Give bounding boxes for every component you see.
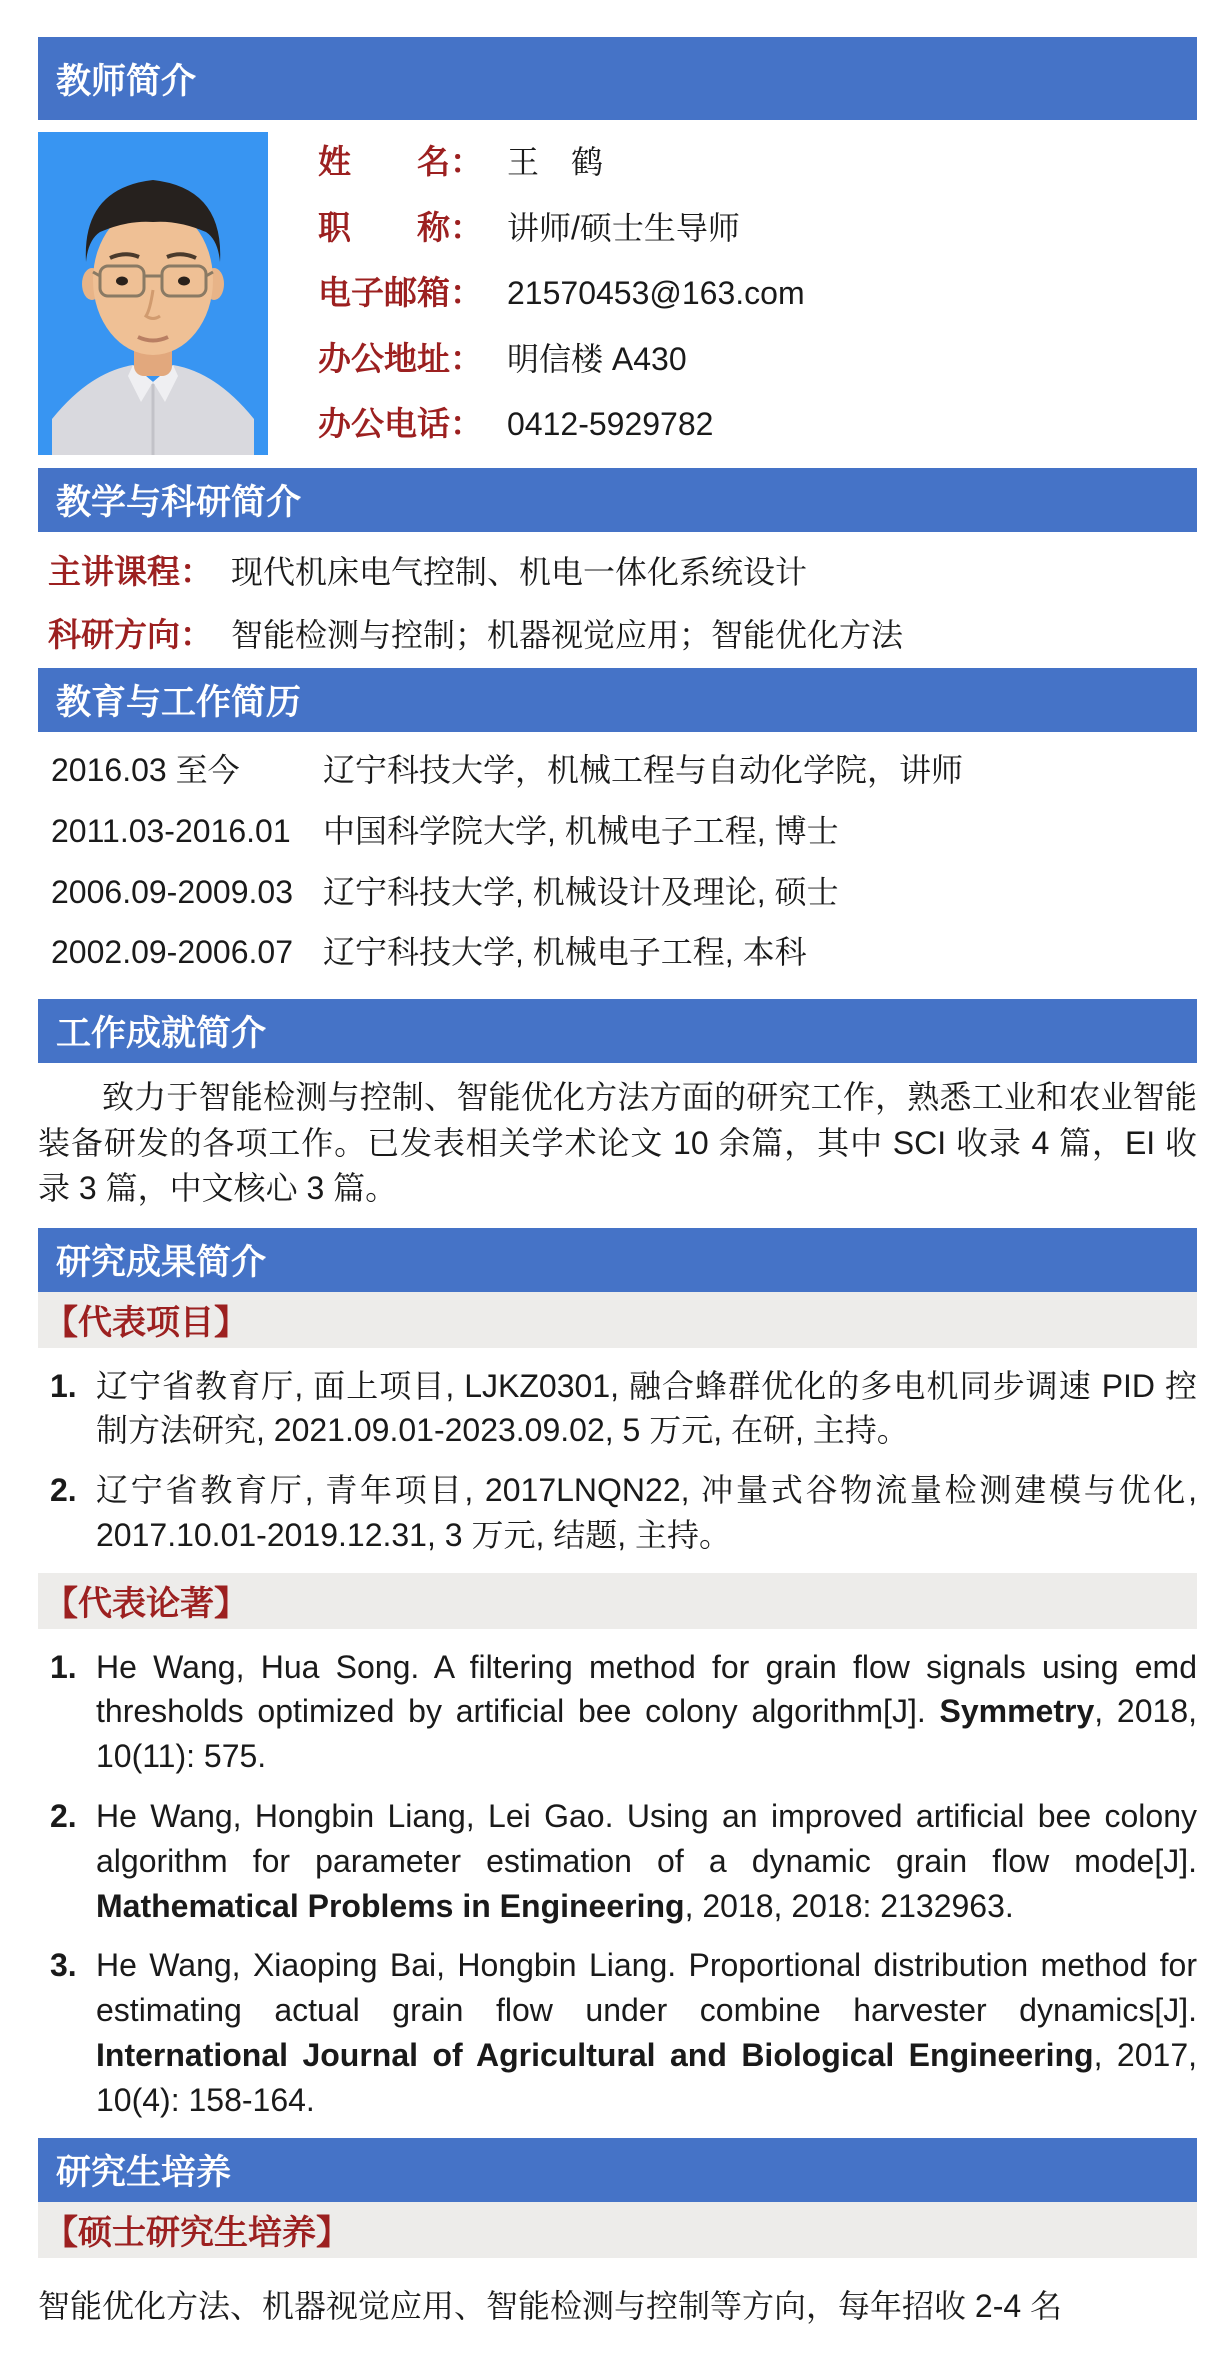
section-bar-teaching-research	[38, 468, 1197, 532]
timeline-desc: 中国科学院大学, 机械电子工程, 博士	[323, 812, 839, 849]
section-bar-achievements	[38, 999, 1197, 1063]
graduate-training-text: 智能优化方法、机器视觉应用、智能检测与控制等方向，每年招收 2-4 名	[38, 2287, 1063, 2324]
field-title-value: 讲师/硕士生导师	[507, 209, 740, 246]
section-title: 教学与科研简介	[56, 483, 302, 522]
timeline-date: 2016.03 至今	[51, 752, 240, 788]
publication-text: He Wang, Xiaoping Bai, Hongbin Liang. Proportional distribution method for estimating actual grain flow under combine harvester dynamics[J].	[96, 1947, 1197, 2029]
timeline-desc: 辽宁科技大学, 机械设计及理论, 硕士	[323, 873, 839, 910]
section-bar-research-results	[38, 1228, 1197, 1292]
timeline-row	[51, 809, 1197, 854]
band-heading: 【硕士研究生培养】	[44, 2214, 350, 2253]
research-direction-value: 智能检测与控制；机器视觉应用；智能优化方法	[231, 617, 904, 653]
section-bar-education-history	[38, 668, 1197, 732]
project-text: 辽宁省教育厅, 面上项目, LJKZ0301, 融合蜂群优化的多电机同步调速 PID 控制方法研究, 2021.09.01-2023.09.02, 5 万元, 在研, 主持。	[96, 1367, 1197, 1449]
band-heading: 【代表项目】	[44, 1304, 248, 1342]
section-title: 工作成就简介	[56, 1014, 267, 1054]
field-office	[318, 333, 805, 380]
achievements-paragraph: 致力于智能检测与控制、智能优化方法方面的研究工作，熟悉工业和农业智能装备研发的各项工作。已发表相关学术论文 10 余篇，其中 SCI 收录 4 篇，EI 收录 3 篇，中文核心 3 篇。	[38, 1079, 1197, 1207]
field-title	[318, 202, 805, 249]
section-title: 研究生培养	[56, 2152, 232, 2192]
timeline-date: 2006.09-2009.03	[51, 873, 293, 910]
timeline-desc: 辽宁科技大学，机械工程与自动化学院，讲师	[323, 752, 964, 788]
courses-label: 主讲课程：	[48, 553, 213, 590]
project-text: 辽宁省教育厅, 青年项目, 2017LNQN22, 冲量式谷物流量检测建模与优化, 2017.10.01-2019.12.31, 3 万元, 结题, 主持。	[96, 1472, 1197, 1553]
section-bar-graduate-training	[38, 2138, 1197, 2202]
publication-list	[38, 1645, 1197, 2123]
journal-name: Mathematical Problems in Engineering	[96, 1887, 685, 1924]
profile-fields	[318, 132, 805, 455]
item-number: 2.	[50, 1472, 77, 1509]
field-email	[318, 267, 805, 314]
field-name-value: 王 鹤	[507, 144, 604, 180]
section-title: 教育与工作简历	[56, 683, 302, 722]
teaching-rows	[38, 532, 1197, 668]
publication-item	[38, 1645, 1197, 1779]
timeline-row	[51, 870, 1197, 915]
timeline-date: 2002.09-2006.07	[51, 934, 293, 971]
section-bar-teacher-intro	[38, 37, 1197, 120]
item-number: 2.	[50, 1798, 77, 1835]
band-master-training	[38, 2202, 1197, 2258]
timeline-desc: 辽宁科技大学, 机械电子工程, 本科	[323, 934, 807, 971]
field-office-label: 办公地址：	[318, 339, 483, 377]
publication-item	[38, 1794, 1197, 1928]
publication-item	[38, 1943, 1197, 2122]
teacher-photo	[38, 132, 268, 455]
field-name	[318, 136, 805, 183]
band-representative-projects	[38, 1292, 1197, 1348]
research-direction-label: 科研方向：	[48, 616, 213, 653]
education-timeline	[38, 732, 1197, 999]
timeline-row	[51, 930, 1197, 975]
timeline-row	[51, 748, 1197, 793]
field-name-label: 姓 名：	[318, 143, 483, 180]
courses-value: 现代机床电气控制、机电一体化系统设计	[231, 554, 808, 590]
item-number: 1.	[50, 1367, 77, 1404]
field-phone	[318, 398, 805, 445]
field-phone-value: 0412-5929782	[507, 406, 714, 442]
item-number: 1.	[50, 1648, 77, 1685]
field-phone-label: 办公电话：	[318, 405, 483, 442]
publication-text: He Wang, Hongbin Liang, Lei Gao. Using an improved artificial bee colony algorithm for parameter estimation of a dynamic grain flow mode[J].	[96, 1798, 1197, 1879]
section-title: 研究成果简介	[56, 1242, 267, 1282]
field-title-label: 职 称：	[318, 208, 483, 246]
field-email-value: 21570453@163.com	[507, 275, 805, 311]
project-list	[38, 1364, 1197, 1558]
journal-name: Symmetry	[939, 1693, 1095, 1730]
publication-text: , 2017, 10(4): 158-164.	[96, 2037, 1198, 2118]
field-office-value: 明信楼 A430	[507, 340, 687, 377]
research-direction-row	[48, 609, 1197, 656]
band-representative-publications	[38, 1573, 1197, 1629]
profile-block	[38, 132, 1197, 455]
item-number: 3.	[50, 1947, 77, 1984]
timeline-date: 2011.03-2016.01	[51, 812, 291, 849]
field-email-label: 电子邮箱：	[318, 274, 483, 311]
project-item	[38, 1364, 1197, 1454]
publication-text: , 2018, 10(11): 575.	[96, 1693, 1197, 1775]
publication-text: He Wang, Hua Song. A filtering method for grain flow signals using emd thresholds optimized by artificial bee colony algorithm[J].	[96, 1648, 1197, 1730]
project-item	[38, 1468, 1197, 1558]
courses-row	[48, 546, 1197, 593]
publication-text: , 2018, 2018: 2132963.	[684, 1887, 1014, 1924]
journal-name: International Journal of Agricultural and Biological Engineering	[96, 2037, 1094, 2074]
band-heading: 【代表论著】	[44, 1585, 248, 1624]
section-title: 教师简介	[56, 61, 197, 101]
